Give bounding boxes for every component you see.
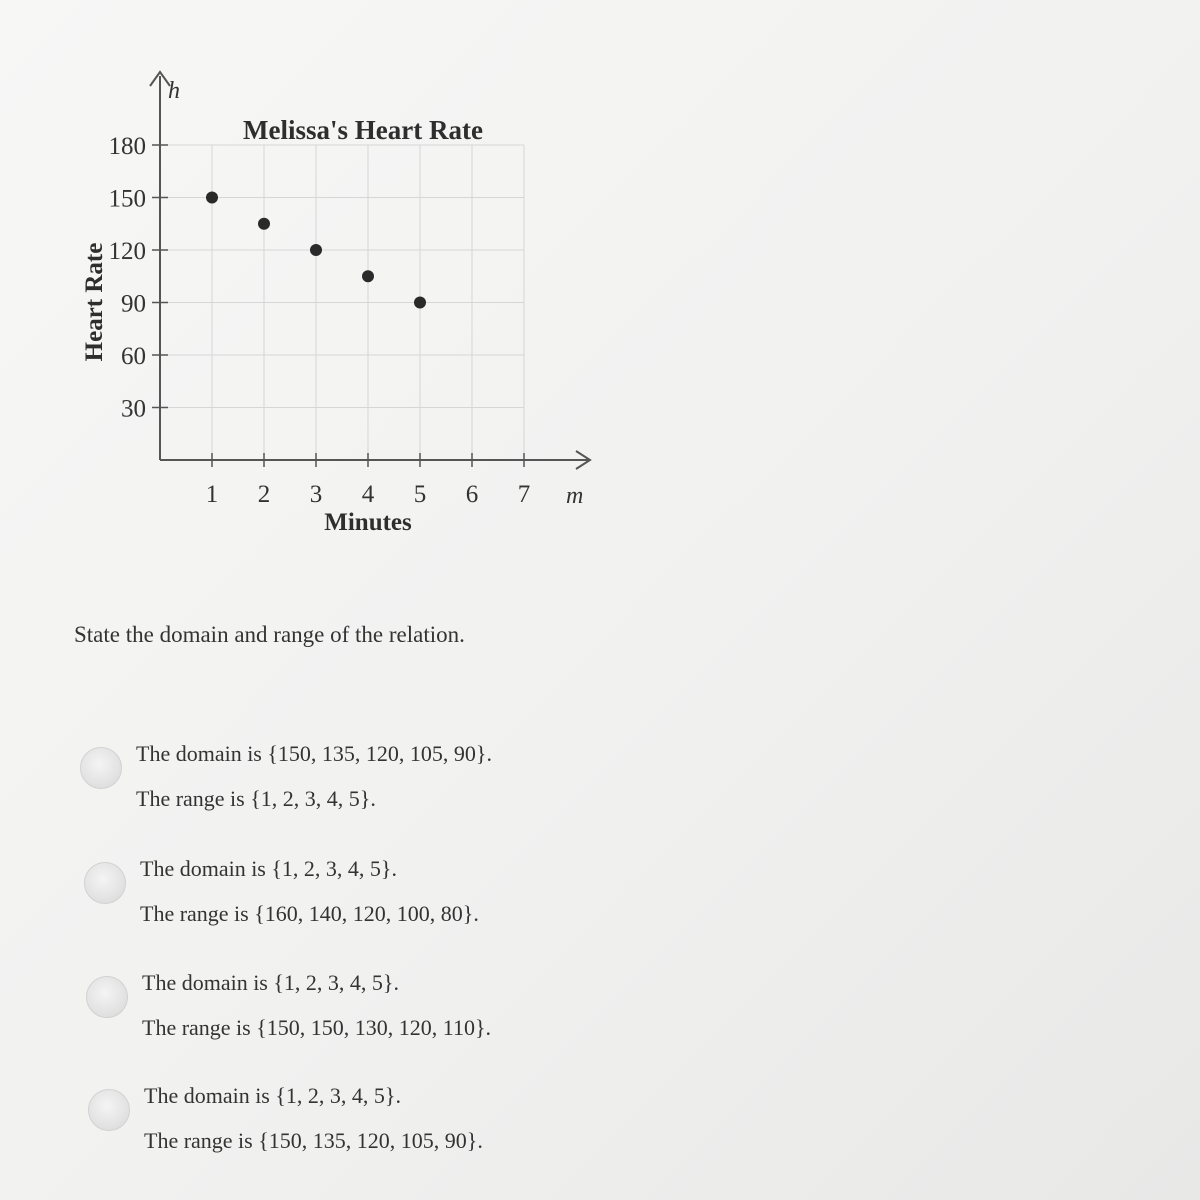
- radio-button-3[interactable]: [86, 976, 128, 1018]
- y-tick-label: 90: [121, 290, 146, 318]
- data-point: [206, 192, 218, 204]
- heart-rate-chart: [0, 0, 620, 560]
- choice-4-domain: The domain is {1, 2, 3, 4, 5}.: [144, 1083, 401, 1108]
- x-tick-label: 2: [257, 481, 271, 508]
- choice-1-range: The range is {1, 2, 3, 4, 5}.: [136, 786, 376, 811]
- x-tick-label: 6: [465, 481, 479, 508]
- y-tick-label: 150: [108, 185, 146, 213]
- choice-1-domain: The domain is {150, 135, 120, 105, 90}.: [136, 741, 492, 766]
- chart-title: Melissa's Heart Rate: [243, 115, 483, 145]
- x-tick-label: 7: [517, 481, 531, 508]
- choice-2-range: The range is {160, 140, 120, 100, 80}.: [140, 901, 479, 926]
- choice-2-domain: The domain is {1, 2, 3, 4, 5}.: [140, 856, 397, 881]
- y-tick-label: 30: [121, 395, 146, 423]
- x-axis-variable: m: [566, 483, 584, 509]
- radio-button-1[interactable]: [80, 747, 122, 789]
- x-tick-label: 1: [205, 481, 219, 508]
- choice-3-domain: The domain is {1, 2, 3, 4, 5}.: [142, 970, 399, 995]
- choice-3-range: The range is {150, 150, 130, 120, 110}.: [142, 1015, 492, 1040]
- radio-button-2[interactable]: [84, 862, 126, 904]
- data-point: [258, 218, 270, 230]
- data-point: [310, 244, 322, 256]
- y-axis-variable: h: [168, 78, 180, 104]
- y-axis-label: Heart Rate: [81, 242, 108, 362]
- data-point: [362, 270, 374, 282]
- y-tick-label: 60: [121, 343, 146, 370]
- x-tick-label: 3: [309, 481, 323, 508]
- y-tick-label: 120: [108, 238, 146, 265]
- x-axis-label: Minutes: [324, 509, 412, 536]
- y-tick-label: 180: [108, 133, 146, 160]
- radio-button-4[interactable]: [88, 1089, 130, 1131]
- data-point: [414, 297, 426, 309]
- x-tick-label: 5: [413, 481, 427, 508]
- chart-tick-labels: [109, 133, 531, 508]
- answer-choice-2[interactable]: [84, 850, 604, 940]
- x-tick-label: 4: [361, 481, 375, 508]
- answer-choice-1[interactable]: [80, 735, 600, 825]
- answer-choice-3[interactable]: [86, 964, 606, 1054]
- question-prompt: State the domain and range of the relation.: [74, 622, 465, 647]
- choice-4-range: The range is {150, 135, 120, 105, 90}.: [144, 1128, 483, 1153]
- answer-choice-4[interactable]: [88, 1077, 608, 1167]
